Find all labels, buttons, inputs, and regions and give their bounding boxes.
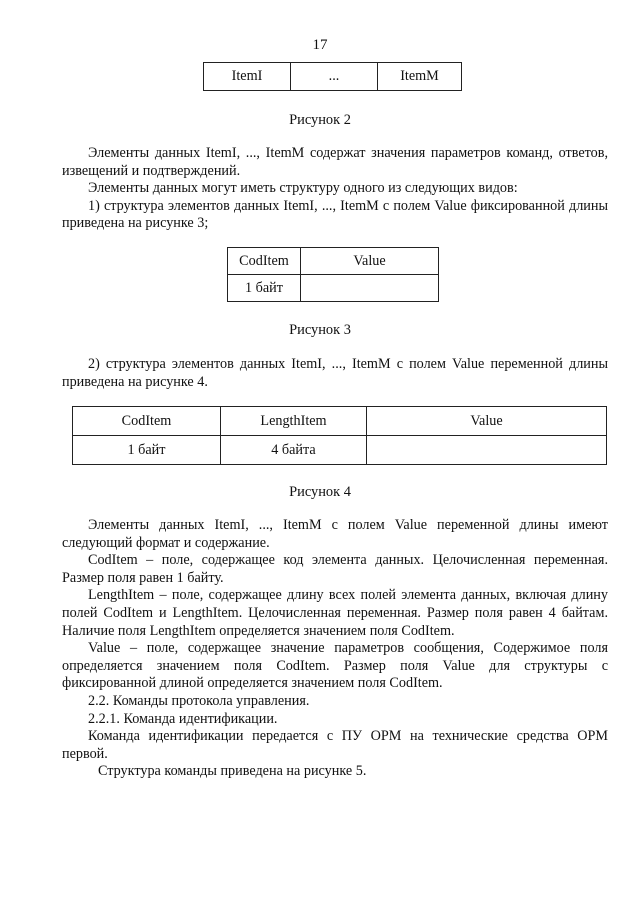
table-row [73, 407, 607, 436]
table-cell: ItemI [204, 63, 291, 91]
text-block-1 [62, 145, 608, 233]
figure-3-table [227, 247, 439, 302]
paragraph: Команда идентификации передается с ПУ ОРМ на технические средства ОРМ первой. [62, 728, 608, 762]
text-block-3 [62, 517, 608, 781]
paragraph: Элементы данных могут иметь структуру одного из следующих видов: [88, 180, 518, 197]
table-cell: ... [291, 63, 378, 91]
paragraph: 2) структура элементов данных ItemI, ..., ItemM с полем Value переменной длины приведена на рисунке 4. [62, 356, 608, 390]
table-row [228, 275, 439, 302]
table-cell: Value [301, 248, 439, 275]
text-block-2 [62, 356, 608, 391]
paragraph: CodItem – поле, содержащее код элемента данных. Целочисленная переменная. Размер поля равен 1 байту. [62, 552, 608, 586]
table-row [73, 436, 607, 465]
table-cell: CodItem [228, 248, 301, 275]
table-cell: 1 байт [73, 436, 221, 465]
page-number: 17 [312, 37, 328, 53]
figure-3-caption: Рисунок 3 [289, 322, 351, 338]
paragraph: LengthItem – поле, содержащее длину всех полей элемента данных, включая длину полей CodItem и LengthItem. Целочисленная переменная. Размер поля равен 4 байтам. Наличие поля LengthItem определяется значением поля CodItem. [62, 587, 608, 639]
table-cell: CodItem [73, 407, 221, 436]
figure-2-caption: Рисунок 2 [289, 112, 351, 128]
figure-2-table [203, 62, 462, 91]
paragraph: Структура команды приведена на рисунке 5. [98, 763, 367, 780]
table-cell [367, 436, 607, 465]
table-cell: Value [367, 407, 607, 436]
table-cell: 4 байта [221, 436, 367, 465]
paragraph: Value – поле, содержащее значение параметров сообщения, Содержимое поля определяется значением поля CodItem. Размер поля Value для структуры с фиксированной длиной определяется значением поля CodItem. [62, 640, 608, 692]
paragraph: 2.2.1. Команда идентификации. [88, 710, 278, 727]
figure-4-table [72, 406, 607, 465]
paragraph: Элементы данных ItemI, ..., ItemM с полем Value переменной длины имеют следующий формат и содержание. [62, 517, 608, 551]
table-row [228, 248, 439, 275]
table-cell [301, 275, 439, 302]
table-cell: ItemM [378, 63, 462, 91]
table-cell: 1 байт [228, 275, 301, 302]
table-row [204, 63, 462, 91]
paragraph: 1) структура элементов данных ItemI, ..., ItemM с полем Value фиксированной длины приведена на рисунке 3; [62, 197, 608, 232]
paragraph: 2.2. Команды протокола управления. [88, 692, 310, 709]
figure-4-caption: Рисунок 4 [289, 484, 351, 500]
table-cell: LengthItem [221, 407, 367, 436]
paragraph: Элементы данных ItemI, ..., ItemM содержат значения параметров команд, ответов, извещений и подтверждений. [62, 145, 608, 179]
